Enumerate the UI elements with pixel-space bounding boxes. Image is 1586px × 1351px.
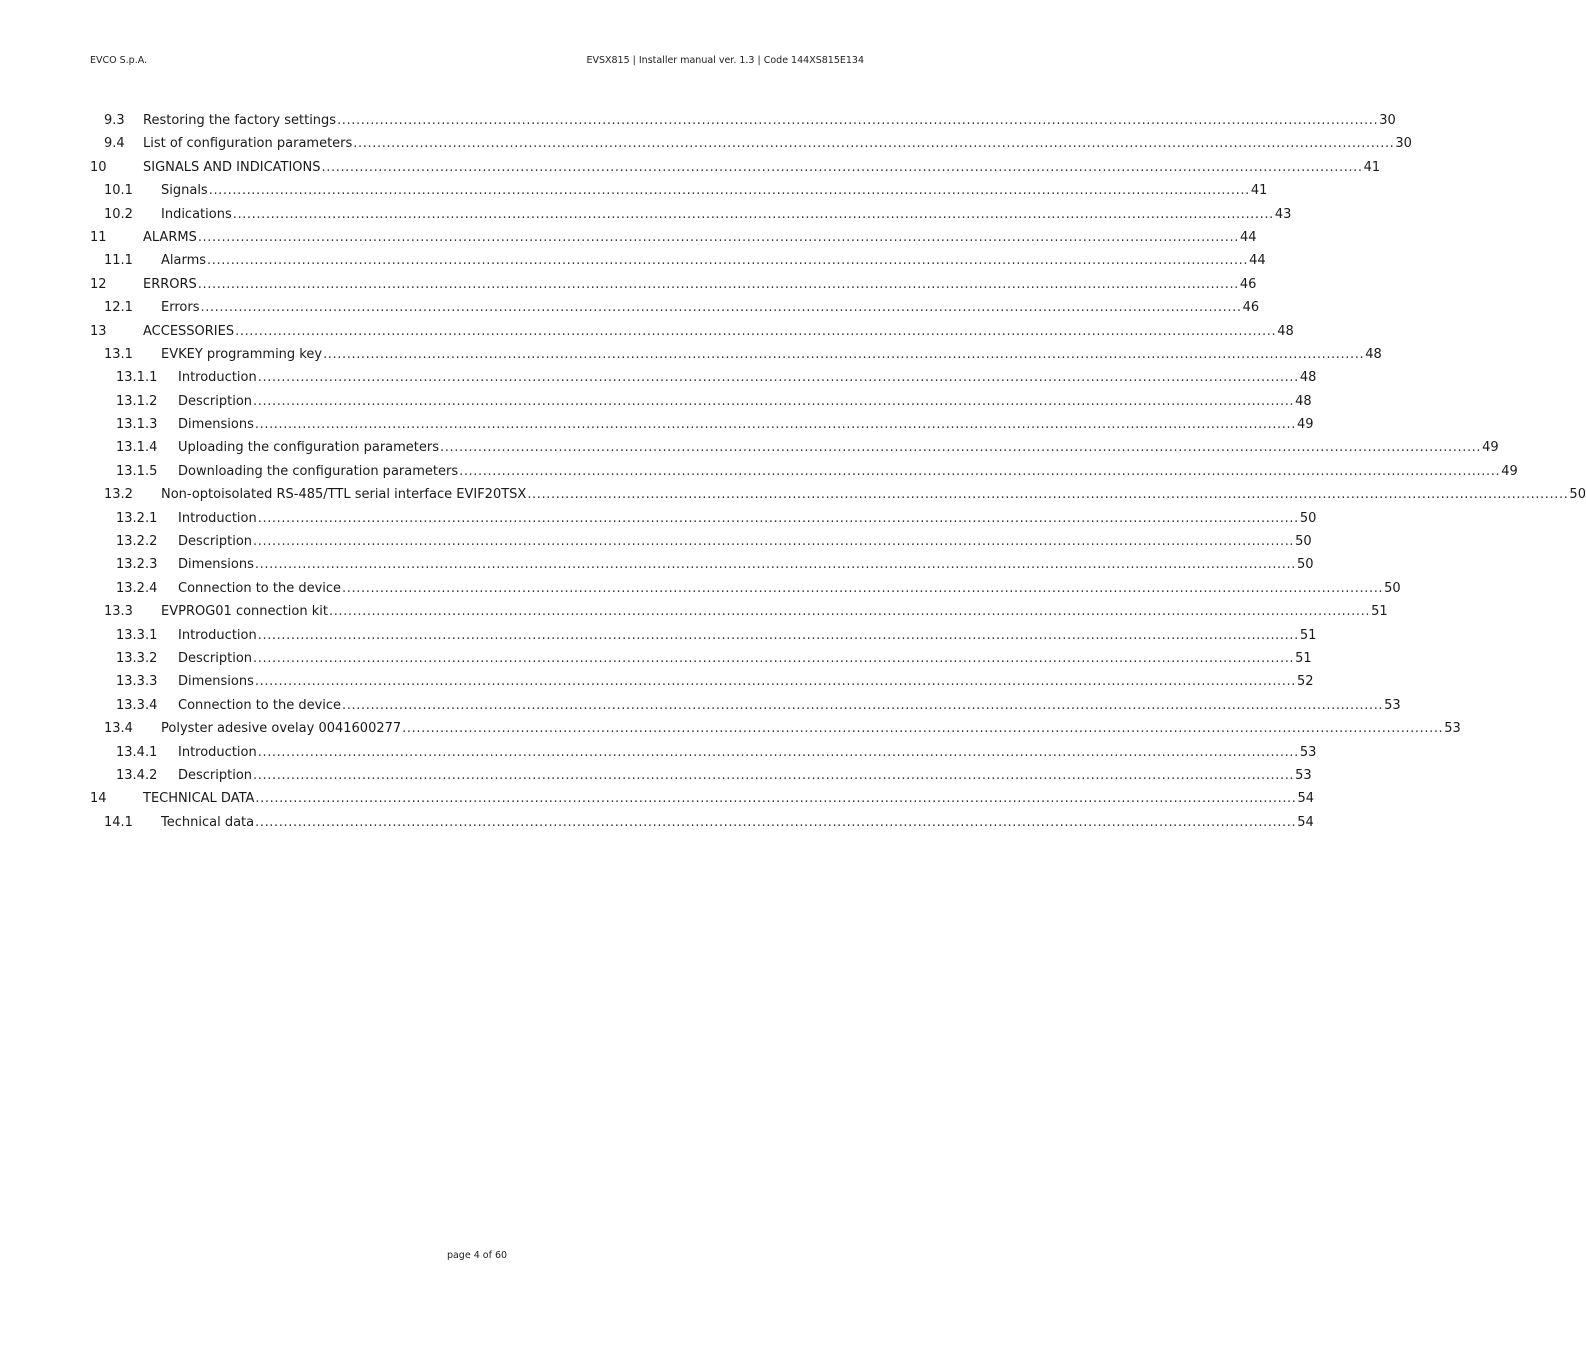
toc-dot-leader: ............................................................................................................................................................................................................................ <box>459 463 1501 479</box>
toc-entry-line <box>178 580 1401 598</box>
toc-entry-page: 49 <box>1501 463 1518 479</box>
toc-entry-number: 13.1.2 <box>116 393 158 409</box>
toc-entry-page: 50 <box>1569 487 1586 503</box>
toc-dot-leader: ............................................................................................................................................................................................................................ <box>321 159 1363 175</box>
toc-entry-title[interactable]: Dimensions <box>178 557 254 573</box>
toc-dot-leader: ............................................................................................................................................................................................................................ <box>254 557 1296 573</box>
toc-dot-leader: ............................................................................................................................................................................................................................ <box>232 206 1274 222</box>
toc-entry-line <box>161 814 1314 832</box>
toc-dot-leader: ............................................................................................................................................................................................................................ <box>353 136 1395 152</box>
toc-entry-title[interactable]: Technical data <box>161 814 255 830</box>
toc-entry-line <box>178 673 1314 691</box>
toc-entry[interactable] <box>90 439 1499 462</box>
toc-entry-line <box>178 533 1312 551</box>
toc-entry-number: 10.2 <box>104 206 133 222</box>
toc-entry-page: 53 <box>1299 744 1317 760</box>
toc-dot-leader: ............................................................................................................................................................................................................................ <box>402 721 1444 737</box>
toc-entry-number: 13 <box>90 323 107 339</box>
toc-entry[interactable] <box>90 463 1518 486</box>
toc-entry[interactable] <box>90 720 1461 743</box>
toc-dot-leader: ............................................................................................................................................................................................................................ <box>342 580 1384 596</box>
toc-entry-number: 13.2.2 <box>116 534 158 550</box>
toc-entry-page: 46 <box>1239 276 1257 292</box>
toc-entry[interactable] <box>90 346 1382 369</box>
toc-entry-title[interactable]: Uploading the configuration parameters <box>178 440 440 456</box>
toc-dot-leader: ............................................................................................................................................................................................................................ <box>255 791 1297 807</box>
toc-entry-title[interactable]: Non-optoisolated RS-485/TTL serial interface EVIF20TSX <box>161 487 527 503</box>
toc-entry-page: 41 <box>1363 159 1381 175</box>
toc-entry-line <box>161 603 1388 621</box>
toc-entry-line <box>178 416 1314 434</box>
toc-entry[interactable] <box>90 580 1401 603</box>
toc-entry-line <box>143 135 1412 153</box>
toc-entry-number: 13.1.5 <box>116 463 158 479</box>
toc-dot-leader: ............................................................................................................................................................................................................................ <box>254 417 1296 433</box>
toc-entry[interactable] <box>90 323 1294 346</box>
toc-entry[interactable] <box>90 206 1292 229</box>
toc-entry[interactable] <box>90 135 1412 158</box>
toc-entry-number: 13.3.1 <box>116 627 158 643</box>
toc-entry-line <box>178 463 1518 481</box>
toc-entry[interactable] <box>90 416 1314 439</box>
toc-entry[interactable] <box>90 744 1317 767</box>
toc-entry-number: 14 <box>90 791 107 807</box>
toc-entry-number: 13.3.4 <box>116 697 158 713</box>
toc-entry[interactable] <box>90 229 1257 252</box>
toc-dot-leader: ............................................................................................................................................................................................................................ <box>257 627 1299 643</box>
toc-entry-line <box>143 229 1257 247</box>
toc-entry-title[interactable]: EVKEY programming key <box>161 346 323 362</box>
toc-dot-leader: ............................................................................................................................................................................................................................ <box>208 183 1250 199</box>
toc-dot-leader: ............................................................................................................................................................................................................................ <box>253 767 1295 783</box>
toc-entry-number: 11 <box>90 229 107 245</box>
toc-entry-line <box>178 650 1312 668</box>
toc-entry-line <box>161 720 1461 738</box>
toc-entry-line <box>178 767 1312 785</box>
toc-dot-leader: ............................................................................................................................................................................................................................ <box>323 346 1365 362</box>
toc-entry-page: 54 <box>1297 814 1314 830</box>
toc-entry[interactable] <box>90 112 1396 135</box>
toc-entry-page: 46 <box>1242 300 1260 316</box>
toc-entry-line <box>161 299 1260 317</box>
company-name: EVCO S.p.A. <box>90 55 148 66</box>
toc-dot-leader: ............................................................................................................................................................................................................................ <box>235 323 1277 339</box>
toc-entry[interactable] <box>90 182 1268 205</box>
toc-entry-page: 50 <box>1295 534 1312 550</box>
toc-entry-page: 30 <box>1395 136 1412 152</box>
toc-entry-page: 44 <box>1249 253 1266 269</box>
toc-entry-title[interactable]: Alarms <box>161 253 207 269</box>
toc-entry-page: 51 <box>1295 650 1312 666</box>
toc-entry[interactable] <box>90 486 1586 509</box>
toc-entry[interactable] <box>90 533 1312 556</box>
toc-entry[interactable] <box>90 603 1388 626</box>
toc-entry-title[interactable]: Downloading the configuration parameters <box>178 463 459 479</box>
toc-entry-page: 50 <box>1384 580 1401 596</box>
toc-entry-number: 13.4 <box>104 721 133 737</box>
toc-entry[interactable] <box>90 767 1312 790</box>
toc-entry[interactable] <box>90 790 1315 813</box>
toc-entry-number: 10.1 <box>104 183 133 199</box>
toc-entry-title[interactable]: EVPROG01 connection kit <box>161 604 328 620</box>
toc-entry-page: 41 <box>1250 183 1268 199</box>
toc-entry-line <box>178 697 1401 715</box>
toc-entry-line <box>178 556 1314 574</box>
page-footer <box>0 1250 954 1261</box>
toc-dot-leader: ............................................................................................................................................................................................................................ <box>253 534 1295 550</box>
toc-entry[interactable] <box>90 276 1257 299</box>
toc-entry-line <box>178 369 1317 387</box>
toc-entry-title[interactable]: Introduction <box>178 627 257 643</box>
toc-entry-line <box>178 744 1317 762</box>
toc-entry-page: 44 <box>1239 229 1257 245</box>
toc-entry-number: 13.2.3 <box>116 557 158 573</box>
toc-dot-leader: ............................................................................................................................................................................................................................ <box>253 393 1295 409</box>
toc-dot-leader: ............................................................................................................................................................................................................................ <box>342 697 1384 713</box>
toc-entry-number: 13.3 <box>104 604 133 620</box>
toc-entry-page: 54 <box>1297 791 1315 807</box>
toc-entry-line <box>161 346 1382 364</box>
toc-entry-title[interactable]: ALARMS <box>143 229 197 245</box>
toc-entry-line <box>161 182 1268 200</box>
toc-entry[interactable] <box>90 556 1314 579</box>
page-number: page 4 of 60 <box>446 1250 508 1261</box>
toc-dot-leader: ............................................................................................................................................................................................................................ <box>254 674 1296 690</box>
toc-entry-title[interactable]: Introduction <box>178 510 257 526</box>
toc-entry-title[interactable]: Signals <box>161 183 208 199</box>
toc-entry[interactable] <box>90 299 1260 322</box>
toc-entry-page: 53 <box>1295 767 1312 783</box>
toc-entry-line <box>178 627 1317 645</box>
toc-entry-title[interactable]: Description <box>178 393 253 409</box>
toc-entry-page: 48 <box>1277 323 1294 339</box>
toc-dot-leader: ............................................................................................................................................................................................................................ <box>328 604 1371 620</box>
toc-entry-page: 48 <box>1365 346 1382 362</box>
toc-entry-title[interactable]: Description <box>178 650 253 666</box>
toc-entry-number: 14.1 <box>104 814 133 830</box>
toc-entry-page: 30 <box>1379 113 1396 128</box>
toc-entry-line <box>143 276 1257 294</box>
toc-entry-number: 13.2.4 <box>116 580 158 596</box>
toc-dot-leader: ............................................................................................................................................................................................................................ <box>197 276 1239 292</box>
toc-dot-leader: ............................................................................................................................................................................................................................ <box>257 744 1299 760</box>
toc-dot-leader: ............................................................................................................................................................................................................................ <box>207 253 1249 269</box>
toc-entry-line <box>161 206 1292 224</box>
toc-entry-number: 9.4 <box>104 136 125 152</box>
toc-entry-title[interactable]: Introduction <box>178 744 257 760</box>
toc-entry-title[interactable]: Description <box>178 534 253 550</box>
toc-entry-number: 9.3 <box>104 113 125 128</box>
toc-entry-number: 13.1.3 <box>116 417 158 433</box>
toc-entry[interactable] <box>90 393 1312 416</box>
toc-entry-number: 13.1 <box>104 346 133 362</box>
toc-entry-line <box>161 252 1266 270</box>
toc-entry-title[interactable]: ACCESSORIES <box>143 323 235 339</box>
toc-entry-title[interactable]: SIGNALS AND INDICATIONS <box>143 159 321 175</box>
toc-entry[interactable] <box>90 627 1317 650</box>
toc-entry-title[interactable]: Polyster adesive ovelay 0041600277 <box>161 721 402 737</box>
toc-entry-line <box>178 510 1317 528</box>
toc-entry-title[interactable]: List of configuration parameters <box>143 136 353 152</box>
toc-dot-leader: ............................................................................................................................................................................................................................ <box>257 510 1299 526</box>
toc-entry-number: 13.1.1 <box>116 370 158 386</box>
toc-entry-page: 50 <box>1296 557 1314 573</box>
toc-entry-title[interactable]: Connection to the device <box>178 697 342 713</box>
toc-entry-title[interactable]: TECHNICAL DATA <box>143 791 255 807</box>
toc-entry-page: 48 <box>1295 393 1312 409</box>
toc-entry-page: 51 <box>1299 627 1317 643</box>
toc-entry-title[interactable]: Introduction <box>178 370 257 386</box>
toc-entry-number: 13.1.4 <box>116 440 158 456</box>
toc-entry[interactable] <box>90 252 1266 275</box>
toc-entry-number: 13.4.1 <box>116 744 158 760</box>
toc-entry-number: 13.3.2 <box>116 650 158 666</box>
toc-entry-line <box>161 486 1586 504</box>
toc-entry-line <box>143 323 1294 341</box>
toc-dot-leader: ............................................................................................................................................................................................................................ <box>197 229 1239 245</box>
toc-entry-title[interactable]: Restoring the factory settings <box>143 113 337 128</box>
toc-entry-line <box>143 159 1381 177</box>
toc-entry-page: 49 <box>1482 440 1499 456</box>
toc-entry-line <box>178 393 1312 411</box>
toc-entry[interactable] <box>90 673 1314 696</box>
toc-entry[interactable] <box>90 814 1314 837</box>
toc-entry-title[interactable]: Description <box>178 767 253 783</box>
toc-entry-line <box>143 790 1315 808</box>
toc-entry-number: 12 <box>90 276 107 292</box>
toc-entry-line <box>178 439 1499 457</box>
toc-entry-title[interactable]: Dimensions <box>178 417 254 433</box>
toc-entry-page: 49 <box>1296 417 1314 433</box>
toc-entry-title[interactable]: Errors <box>161 300 200 316</box>
toc-entry-page: 52 <box>1296 674 1314 690</box>
toc-entry-title[interactable]: Connection to the device <box>178 580 342 596</box>
toc-entry-page: 53 <box>1444 721 1461 737</box>
toc-entry[interactable] <box>90 697 1401 720</box>
toc-dot-leader: ............................................................................................................................................................................................................................ <box>527 487 1569 503</box>
toc-entry[interactable] <box>90 159 1381 182</box>
toc-entry-number: 13.4.2 <box>116 767 158 783</box>
toc-entry-number: 10 <box>90 159 107 175</box>
toc-entry-number: 13.3.3 <box>116 674 158 690</box>
toc-entry[interactable] <box>90 510 1317 533</box>
toc-dot-leader: ............................................................................................................................................................................................................................ <box>440 440 1482 456</box>
toc-entry-page: 50 <box>1299 510 1317 526</box>
toc-entry-page: 48 <box>1299 370 1317 386</box>
document-info: EVSX815 | Installer manual ver. 1.3 | Code 144XS815E134 <box>586 55 864 66</box>
toc-dot-leader: ............................................................................................................................................................................................................................ <box>200 300 1242 316</box>
toc-dot-leader: ............................................................................................................................................................................................................................ <box>257 370 1299 386</box>
toc-dot-leader: ............................................................................................................................................................................................................................ <box>255 814 1297 830</box>
toc-entry-page: 43 <box>1274 206 1292 222</box>
toc-entry-line <box>143 112 1396 130</box>
toc-entry-number: 13.2 <box>104 487 133 503</box>
toc-entry-number: 11.1 <box>104 253 133 269</box>
toc-entry-title[interactable]: Indications <box>161 206 232 222</box>
toc-dot-leader: ............................................................................................................................................................................................................................ <box>253 650 1295 666</box>
toc-entry[interactable] <box>90 650 1312 673</box>
toc-entry-title[interactable]: ERRORS <box>143 276 197 292</box>
toc-entry[interactable] <box>90 369 1317 392</box>
toc-entry-title[interactable]: Dimensions <box>178 674 254 690</box>
toc-dot-leader: ............................................................................................................................................................................................................................ <box>337 113 1379 128</box>
table-of-contents <box>90 112 1586 837</box>
toc-entry-page: 53 <box>1384 697 1401 713</box>
toc-entry-number: 12.1 <box>104 300 133 316</box>
toc-entry-number: 13.2.1 <box>116 510 158 526</box>
toc-entry-page: 51 <box>1371 604 1388 620</box>
